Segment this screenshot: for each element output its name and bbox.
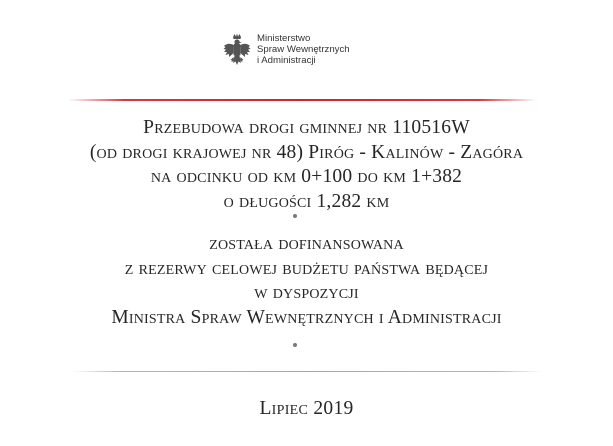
polish-eagle-icon [222,33,252,73]
ministry-logo [222,33,350,73]
project-title-line-3: na odcinku od km 0+100 do km 1+382 [150,166,463,188]
ministry-name-line-3: i Administracji [257,55,316,66]
ministry-name-line-1: Ministerstwo [257,33,311,44]
separator-dot-icon [293,214,297,218]
ministry-name [257,33,350,66]
funding-line-2: z rezerwy celowej budżetu państwa będącej [124,257,489,279]
funding-line-1: została dofinansowana [209,233,404,254]
separator-dot-icon [293,343,297,347]
project-title [0,116,613,214]
funding-line-4: Ministra Spraw Wewnętrznych i Administracji [111,306,502,328]
gray-divider [72,371,542,372]
project-title-line-4: o długości 1,282 km [223,190,390,212]
project-title-line-1: Przebudowa drogi gminnej nr 110516W [143,117,470,138]
red-divider [68,99,536,101]
funding-line-3: w dyspozycji [254,282,359,304]
date: Lipiec 2019 [259,398,354,419]
funding-statement [0,232,613,330]
project-title-line-2: (od drogi krajowej nr 48) Piróg - Kalinów - Zagóra [89,141,524,163]
ministry-name-line-2: Spraw Wewnętrznych [257,44,350,55]
